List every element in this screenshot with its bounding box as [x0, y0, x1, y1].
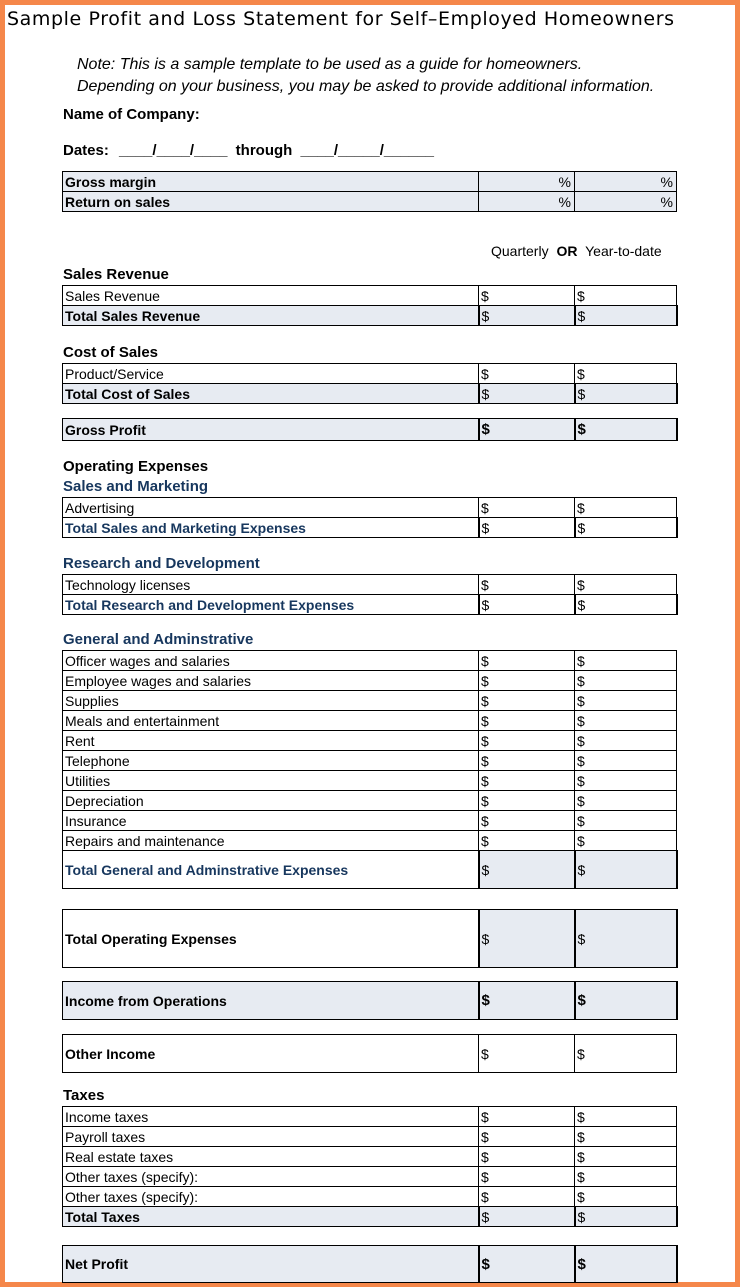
table-row — [63, 811, 677, 831]
quarterly-cell[interactable]: $ — [479, 671, 575, 691]
document-title: Sample Profit and Loss Statement for Self–Employed Homeowners — [7, 8, 675, 30]
row-label: Total Sales Revenue — [63, 306, 479, 326]
section-heading-operating-expenses: Operating Expenses — [63, 458, 209, 475]
ytd-cell[interactable]: $ — [575, 498, 677, 518]
ytd-cell[interactable]: $ — [575, 691, 677, 711]
quarterly-label: Quarterly — [491, 243, 549, 259]
row-label: Total Sales and Marketing Expenses — [63, 518, 479, 538]
row-label: Total Taxes — [63, 1207, 479, 1227]
row-label: Real estate taxes — [63, 1147, 479, 1167]
ytd-label: Year-to-date — [585, 243, 662, 259]
dates-label: Dates: — [63, 142, 109, 159]
dates-from-blank: ____/____/____ — [119, 142, 228, 159]
ytd-cell[interactable]: $ — [575, 364, 677, 384]
quarterly-cell[interactable]: % — [479, 192, 575, 212]
ytd-cell[interactable]: $ — [575, 1127, 677, 1147]
note-line-2: Depending on your business, you may be asked to provide additional information. — [77, 78, 655, 95]
total-row — [63, 851, 677, 889]
quarterly-cell[interactable]: $ — [479, 1246, 575, 1283]
ytd-cell[interactable]: $ — [575, 1246, 677, 1283]
sales-marketing-table — [62, 497, 678, 538]
ytd-cell[interactable]: $ — [575, 384, 677, 404]
total-row — [63, 518, 677, 538]
ytd-cell[interactable]: $ — [575, 286, 677, 306]
quarterly-cell[interactable]: $ — [479, 831, 575, 851]
ytd-cell[interactable]: % — [575, 172, 677, 192]
table-row — [63, 172, 677, 192]
row-label: Return on sales — [63, 192, 479, 212]
section-heading-cost-of-sales: Cost of Sales — [63, 344, 159, 361]
row-label: Advertising — [63, 498, 479, 518]
row-label: Supplies — [63, 691, 479, 711]
table-row — [63, 192, 677, 212]
ytd-cell[interactable]: $ — [575, 1107, 677, 1127]
ytd-cell[interactable]: $ — [575, 1147, 677, 1167]
subsection-heading-sales-marketing: Sales and Marketing — [63, 478, 209, 495]
quarterly-cell[interactable]: $ — [479, 651, 575, 671]
company-label: Name of Company: — [63, 106, 200, 123]
row-label: Other taxes (specify): — [63, 1187, 479, 1207]
quarterly-cell[interactable]: $ — [479, 791, 575, 811]
quarterly-cell[interactable]: $ — [479, 575, 575, 595]
total-row — [63, 910, 677, 968]
table-row — [63, 831, 677, 851]
ytd-cell[interactable]: $ — [575, 1207, 677, 1227]
row-label: Other taxes (specify): — [63, 1167, 479, 1187]
quarterly-cell[interactable]: $ — [479, 731, 575, 751]
row-label: Insurance — [63, 811, 479, 831]
quarterly-cell[interactable]: $ — [479, 691, 575, 711]
subsection-heading-research-development: Research and Development — [63, 555, 260, 572]
ytd-cell[interactable]: $ — [575, 791, 677, 811]
sales-revenue-table — [62, 285, 678, 326]
row-label: Gross margin — [63, 172, 479, 192]
table-row — [63, 1127, 677, 1147]
dates-row — [63, 142, 434, 159]
ytd-cell[interactable]: $ — [575, 910, 677, 968]
total-row — [63, 419, 677, 441]
ytd-cell[interactable]: $ — [575, 1187, 677, 1207]
quarterly-cell[interactable]: $ — [479, 306, 575, 326]
ytd-cell[interactable]: $ — [575, 575, 677, 595]
quarterly-cell[interactable]: $ — [479, 751, 575, 771]
total-row — [63, 595, 677, 615]
ytd-cell[interactable]: $ — [575, 771, 677, 791]
quarterly-cell[interactable]: $ — [479, 518, 575, 538]
table-row — [63, 711, 677, 731]
research-development-table — [62, 574, 678, 615]
quarterly-cell[interactable]: $ — [479, 384, 575, 404]
ratios-table — [62, 171, 677, 212]
total-row — [63, 1246, 677, 1283]
table-row — [63, 364, 677, 384]
ytd-cell[interactable]: % — [575, 192, 677, 212]
total-operating-expenses-table — [62, 909, 678, 968]
quarterly-cell[interactable]: $ — [479, 910, 575, 968]
row-label: Telephone — [63, 751, 479, 771]
row-label: Employee wages and salaries — [63, 671, 479, 691]
table-row — [63, 671, 677, 691]
ytd-cell[interactable]: $ — [575, 982, 677, 1020]
total-row — [63, 1035, 677, 1073]
ytd-cell[interactable]: $ — [575, 651, 677, 671]
subsection-heading-general-admin: General and Adminstrative — [63, 631, 254, 648]
table-row — [63, 498, 677, 518]
total-row — [63, 982, 677, 1020]
ytd-cell[interactable]: $ — [575, 851, 677, 889]
ytd-cell[interactable]: $ — [575, 831, 677, 851]
table-row — [63, 1147, 677, 1167]
row-label: Gross Profit — [63, 419, 479, 441]
quarterly-cell[interactable]: $ — [479, 1127, 575, 1147]
row-label: Meals and entertainment — [63, 711, 479, 731]
row-label: Sales Revenue — [63, 286, 479, 306]
quarterly-cell[interactable]: $ — [479, 419, 575, 441]
quarterly-cell[interactable]: $ — [479, 711, 575, 731]
row-label: Product/Service — [63, 364, 479, 384]
ytd-cell[interactable]: $ — [575, 419, 677, 441]
ytd-cell[interactable]: $ — [575, 731, 677, 751]
section-heading-taxes: Taxes — [63, 1087, 105, 1104]
quarterly-cell[interactable]: $ — [479, 1167, 575, 1187]
quarterly-cell[interactable]: $ — [479, 1107, 575, 1127]
row-label: Income taxes — [63, 1107, 479, 1127]
row-label: Total Research and Development Expenses — [63, 595, 479, 615]
quarterly-cell[interactable]: $ — [479, 1187, 575, 1207]
ytd-cell[interactable]: $ — [575, 811, 677, 831]
quarterly-cell[interactable]: % — [479, 172, 575, 192]
quarterly-cell[interactable]: $ — [479, 364, 575, 384]
table-row — [63, 751, 677, 771]
table-row — [63, 651, 677, 671]
table-row — [63, 1187, 677, 1207]
quarterly-cell[interactable]: $ — [479, 811, 575, 831]
net-profit-table — [62, 1245, 678, 1283]
dates-through: through — [235, 142, 293, 159]
row-label: Utilities — [63, 771, 479, 791]
row-label: Total Cost of Sales — [63, 384, 479, 404]
row-label: Rent — [63, 731, 479, 751]
quarterly-cell[interactable]: $ — [479, 1207, 575, 1227]
quarterly-cell[interactable]: $ — [479, 1147, 575, 1167]
cost-of-sales-table — [62, 363, 678, 404]
general-admin-table — [62, 650, 678, 889]
quarterly-cell[interactable]: $ — [479, 286, 575, 306]
ytd-cell[interactable]: $ — [575, 518, 677, 538]
ytd-cell[interactable]: $ — [575, 1035, 677, 1073]
row-label: Total General and Adminstrative Expenses — [63, 851, 479, 889]
table-row — [63, 791, 677, 811]
ytd-cell[interactable]: $ — [575, 751, 677, 771]
income-from-operations-table — [62, 981, 678, 1020]
quarterly-cell[interactable]: $ — [479, 595, 575, 615]
quarterly-cell[interactable]: $ — [479, 771, 575, 791]
dates-to-blank: ____/_____/______ — [300, 142, 434, 159]
table-row — [63, 731, 677, 751]
table-row — [63, 1107, 677, 1127]
quarterly-cell[interactable]: $ — [479, 498, 575, 518]
quarterly-cell[interactable]: $ — [479, 982, 575, 1020]
taxes-table — [62, 1106, 678, 1227]
ytd-cell[interactable]: $ — [575, 306, 677, 326]
table-row — [63, 771, 677, 791]
quarterly-cell[interactable]: $ — [479, 851, 575, 889]
row-label: Total Operating Expenses — [63, 910, 479, 968]
row-label: Income from Operations — [63, 982, 479, 1020]
table-row — [63, 1167, 677, 1187]
ytd-cell[interactable]: $ — [575, 1167, 677, 1187]
ytd-cell[interactable]: $ — [575, 711, 677, 731]
table-row — [63, 286, 677, 306]
section-heading-sales-revenue: Sales Revenue — [63, 266, 169, 283]
table-row — [63, 575, 677, 595]
other-income-table — [62, 1034, 677, 1073]
total-row — [63, 306, 677, 326]
table-row — [63, 691, 677, 711]
column-header — [491, 243, 662, 259]
row-label: Other Income — [63, 1035, 479, 1073]
ytd-cell[interactable]: $ — [575, 671, 677, 691]
row-label: Depreciation — [63, 791, 479, 811]
row-label: Repairs and maintenance — [63, 831, 479, 851]
quarterly-cell[interactable]: $ — [479, 1035, 575, 1073]
row-label: Officer wages and salaries — [63, 651, 479, 671]
row-label: Net Profit — [63, 1246, 479, 1283]
or-label: OR — [556, 243, 578, 259]
ytd-cell[interactable]: $ — [575, 595, 677, 615]
total-row — [63, 1207, 677, 1227]
row-label: Payroll taxes — [63, 1127, 479, 1147]
total-row — [63, 384, 677, 404]
row-label: Technology licenses — [63, 575, 479, 595]
gross-profit-table — [62, 418, 678, 441]
note-line-1: Note: This is a sample template to be used as a guide for homeowners. — [77, 56, 583, 73]
